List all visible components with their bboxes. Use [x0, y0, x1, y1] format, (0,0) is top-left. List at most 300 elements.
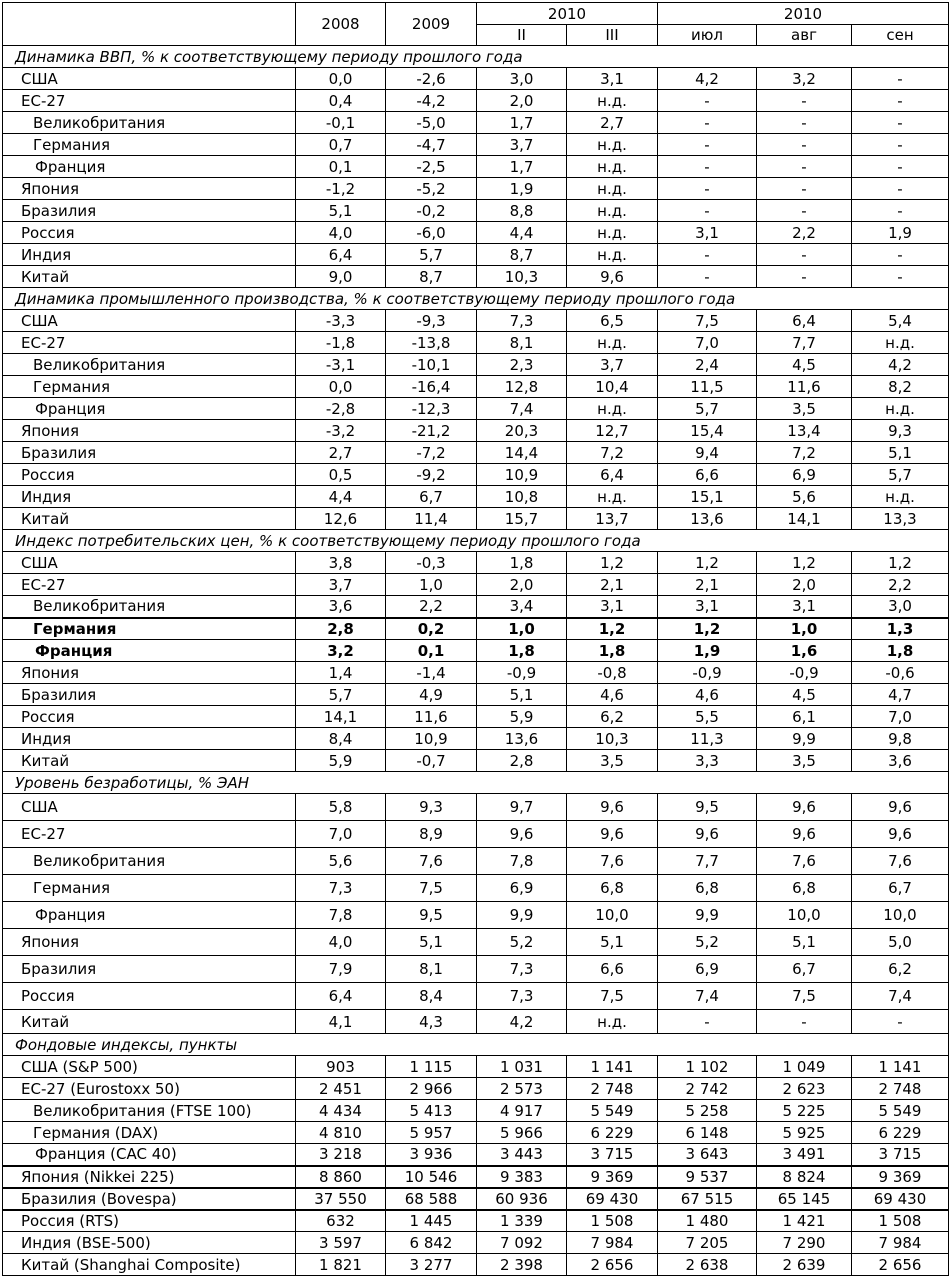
- row-label: Германия (DAX): [3, 1122, 296, 1144]
- value-cell: -12,3: [386, 398, 477, 420]
- value-cell: 2,3: [477, 354, 567, 376]
- value-cell: 11,6: [386, 706, 477, 728]
- value-cell: н.д.: [567, 178, 658, 200]
- value-cell: 7,8: [296, 902, 386, 929]
- value-cell: 9,4: [658, 442, 757, 464]
- value-cell: 4,5: [757, 684, 852, 706]
- value-cell: -13,8: [386, 332, 477, 354]
- value-cell: 10,8: [477, 486, 567, 508]
- value-cell: 7,3: [477, 310, 567, 332]
- value-cell: 6 842: [386, 1232, 477, 1254]
- value-cell: 5,1: [852, 442, 949, 464]
- value-cell: н.д.: [567, 90, 658, 112]
- value-cell: 3,6: [296, 596, 386, 618]
- value-cell: 9,6: [852, 821, 949, 848]
- value-cell: 1,2: [658, 552, 757, 574]
- value-cell: 1 141: [852, 1056, 949, 1078]
- value-cell: 6,5: [567, 310, 658, 332]
- value-cell: -: [757, 178, 852, 200]
- value-cell: 3,0: [852, 596, 949, 618]
- value-cell: -9,2: [386, 464, 477, 486]
- value-cell: 4 917: [477, 1100, 567, 1122]
- row-label: Германия: [3, 618, 296, 640]
- value-cell: 1 115: [386, 1056, 477, 1078]
- value-cell: 3,7: [567, 354, 658, 376]
- value-cell: н.д.: [567, 244, 658, 266]
- value-cell: н.д.: [567, 156, 658, 178]
- header-q3: III: [567, 25, 658, 46]
- value-cell: 3,1: [658, 596, 757, 618]
- value-cell: 5,4: [852, 310, 949, 332]
- value-cell: н.д.: [567, 332, 658, 354]
- value-cell: 11,5: [658, 376, 757, 398]
- value-cell: 9,7: [477, 794, 567, 821]
- value-cell: 4,2: [658, 68, 757, 90]
- value-cell: 5,7: [658, 398, 757, 420]
- row-label: Франция: [3, 640, 296, 662]
- value-cell: 67 515: [658, 1188, 757, 1210]
- value-cell: 3 715: [567, 1144, 658, 1166]
- value-cell: 2,7: [296, 442, 386, 464]
- value-cell: -3,2: [296, 420, 386, 442]
- value-cell: -: [757, 200, 852, 222]
- table-row: [3, 574, 949, 596]
- value-cell: 7,6: [386, 848, 477, 875]
- value-cell: 3,2: [296, 640, 386, 662]
- table-row: [3, 875, 949, 902]
- value-cell: -7,2: [386, 442, 477, 464]
- value-cell: 12,7: [567, 420, 658, 442]
- value-cell: 2 966: [386, 1078, 477, 1100]
- value-cell: 6,2: [567, 706, 658, 728]
- value-cell: 2 748: [567, 1078, 658, 1100]
- value-cell: -21,2: [386, 420, 477, 442]
- table-row: [3, 1122, 949, 1144]
- value-cell: -: [658, 244, 757, 266]
- value-cell: 15,1: [658, 486, 757, 508]
- value-cell: -1,8: [296, 332, 386, 354]
- value-cell: 2 656: [852, 1254, 949, 1276]
- table-row: [3, 1210, 949, 1232]
- table-row: [3, 420, 949, 442]
- macro-indicators-table: [2, 2, 949, 1276]
- value-cell: 7,0: [852, 706, 949, 728]
- row-label: Япония: [3, 929, 296, 956]
- value-cell: -4,2: [386, 90, 477, 112]
- table-row: [3, 376, 949, 398]
- row-label: Индия (BSE-500): [3, 1232, 296, 1254]
- row-label: Россия: [3, 464, 296, 486]
- value-cell: 9,9: [757, 728, 852, 750]
- value-cell: 20,3: [477, 420, 567, 442]
- value-cell: 4 810: [296, 1122, 386, 1144]
- value-cell: 3,3: [658, 750, 757, 772]
- value-cell: 0,4: [296, 90, 386, 112]
- value-cell: 9,6: [567, 266, 658, 288]
- value-cell: 10,0: [852, 902, 949, 929]
- value-cell: 5,1: [477, 684, 567, 706]
- value-cell: 5,9: [296, 750, 386, 772]
- value-cell: 6,4: [567, 464, 658, 486]
- row-label: Великобритания: [3, 112, 296, 134]
- value-cell: 6,6: [658, 464, 757, 486]
- table-row: [3, 1056, 949, 1078]
- header-aug: авг: [757, 25, 852, 46]
- value-cell: 8 824: [757, 1166, 852, 1188]
- value-cell: -: [757, 112, 852, 134]
- value-cell: 7,4: [477, 398, 567, 420]
- value-cell: 69 430: [852, 1188, 949, 1210]
- value-cell: -3,1: [296, 354, 386, 376]
- value-cell: 7 205: [658, 1232, 757, 1254]
- value-cell: 6,9: [477, 875, 567, 902]
- value-cell: 3,4: [477, 596, 567, 618]
- row-label: ЕС-27 (Eurostoxx 50): [3, 1078, 296, 1100]
- value-cell: 7,2: [567, 442, 658, 464]
- value-cell: 5 549: [852, 1100, 949, 1122]
- value-cell: 65 145: [757, 1188, 852, 1210]
- value-cell: 1,3: [852, 618, 949, 640]
- table-row: [3, 332, 949, 354]
- value-cell: 9,6: [852, 794, 949, 821]
- value-cell: 3 936: [386, 1144, 477, 1166]
- value-cell: 13,6: [477, 728, 567, 750]
- table-row: [3, 200, 949, 222]
- value-cell: 5,9: [477, 706, 567, 728]
- value-cell: 2 656: [567, 1254, 658, 1276]
- value-cell: 7 092: [477, 1232, 567, 1254]
- value-cell: 4,5: [757, 354, 852, 376]
- value-cell: н.д.: [567, 222, 658, 244]
- value-cell: 2 398: [477, 1254, 567, 1276]
- value-cell: 3,2: [757, 68, 852, 90]
- value-cell: 9,5: [386, 902, 477, 929]
- value-cell: 3 643: [658, 1144, 757, 1166]
- value-cell: 1 421: [757, 1210, 852, 1232]
- table-row: [3, 1232, 949, 1254]
- value-cell: -: [658, 156, 757, 178]
- value-cell: 1,8: [477, 640, 567, 662]
- row-label: Индия: [3, 728, 296, 750]
- value-cell: 9 383: [477, 1166, 567, 1188]
- table-row: [3, 983, 949, 1010]
- value-cell: 3 443: [477, 1144, 567, 1166]
- table-row: [3, 750, 949, 772]
- value-cell: 6,4: [757, 310, 852, 332]
- row-label: Германия: [3, 875, 296, 902]
- value-cell: 2 748: [852, 1078, 949, 1100]
- value-cell: 2,0: [757, 574, 852, 596]
- header-year-2010-quarters: 2010: [477, 3, 658, 25]
- value-cell: 3,1: [757, 596, 852, 618]
- value-cell: 0,7: [296, 134, 386, 156]
- row-label: Япония: [3, 178, 296, 200]
- table-row: [3, 956, 949, 983]
- value-cell: 68 588: [386, 1188, 477, 1210]
- header-year-2009: 2009: [386, 3, 477, 46]
- value-cell: 12,6: [296, 508, 386, 530]
- value-cell: 0,2: [386, 618, 477, 640]
- value-cell: 1,0: [477, 618, 567, 640]
- value-cell: 9,6: [567, 794, 658, 821]
- value-cell: 0,5: [296, 464, 386, 486]
- value-cell: -: [852, 156, 949, 178]
- value-cell: -: [757, 266, 852, 288]
- value-cell: 3,0: [477, 68, 567, 90]
- value-cell: н.д.: [567, 486, 658, 508]
- table-row: [3, 134, 949, 156]
- value-cell: 3,7: [296, 574, 386, 596]
- value-cell: 3 597: [296, 1232, 386, 1254]
- value-cell: 9,6: [658, 821, 757, 848]
- value-cell: 1,8: [567, 640, 658, 662]
- table-row: [3, 222, 949, 244]
- value-cell: -5,0: [386, 112, 477, 134]
- value-cell: -6,0: [386, 222, 477, 244]
- value-cell: 9,9: [658, 902, 757, 929]
- value-cell: -10,1: [386, 354, 477, 376]
- table-row: [3, 90, 949, 112]
- table-row: [3, 486, 949, 508]
- table-row: [3, 266, 949, 288]
- value-cell: 9,5: [658, 794, 757, 821]
- value-cell: 6,8: [567, 875, 658, 902]
- row-label: Германия: [3, 134, 296, 156]
- value-cell: 7,3: [477, 983, 567, 1010]
- value-cell: 4,1: [296, 1010, 386, 1034]
- value-cell: 2,2: [386, 596, 477, 618]
- section-header-row: [3, 772, 949, 794]
- value-cell: -: [658, 1010, 757, 1034]
- value-cell: 4,6: [658, 684, 757, 706]
- value-cell: 12,8: [477, 376, 567, 398]
- value-cell: 3,5: [567, 750, 658, 772]
- value-cell: 7,0: [658, 332, 757, 354]
- value-cell: 10,3: [477, 266, 567, 288]
- value-cell: 15,4: [658, 420, 757, 442]
- row-label: Россия (RTS): [3, 1210, 296, 1232]
- value-cell: н.д.: [852, 486, 949, 508]
- value-cell: 15,7: [477, 508, 567, 530]
- value-cell: -: [852, 1010, 949, 1034]
- value-cell: 11,3: [658, 728, 757, 750]
- value-cell: 2,7: [567, 112, 658, 134]
- value-cell: 10,9: [386, 728, 477, 750]
- value-cell: 3 218: [296, 1144, 386, 1166]
- table-row: [3, 552, 949, 574]
- table-row: [3, 794, 949, 821]
- value-cell: -: [757, 1010, 852, 1034]
- value-cell: н.д.: [567, 1010, 658, 1034]
- value-cell: 6,8: [658, 875, 757, 902]
- value-cell: -0,1: [296, 112, 386, 134]
- value-cell: 13,3: [852, 508, 949, 530]
- value-cell: -: [757, 244, 852, 266]
- row-label: Бразилия: [3, 200, 296, 222]
- table-row: [3, 684, 949, 706]
- value-cell: -5,2: [386, 178, 477, 200]
- value-cell: 3 277: [386, 1254, 477, 1276]
- value-cell: 6,4: [296, 244, 386, 266]
- value-cell: 7,0: [296, 821, 386, 848]
- value-cell: 5,7: [852, 464, 949, 486]
- value-cell: 7,3: [477, 956, 567, 983]
- row-label: Франция: [3, 398, 296, 420]
- value-cell: 5,0: [852, 929, 949, 956]
- value-cell: 11,6: [757, 376, 852, 398]
- value-cell: 5 966: [477, 1122, 567, 1144]
- value-cell: 11,4: [386, 508, 477, 530]
- value-cell: 5,2: [658, 929, 757, 956]
- value-cell: 6,4: [296, 983, 386, 1010]
- value-cell: 1,2: [567, 618, 658, 640]
- value-cell: 2 451: [296, 1078, 386, 1100]
- value-cell: 8,1: [477, 332, 567, 354]
- value-cell: -0,6: [852, 662, 949, 684]
- value-cell: 1 339: [477, 1210, 567, 1232]
- value-cell: -2,6: [386, 68, 477, 90]
- value-cell: 5 413: [386, 1100, 477, 1122]
- value-cell: 903: [296, 1056, 386, 1078]
- row-label: Индия: [3, 244, 296, 266]
- value-cell: 14,1: [296, 706, 386, 728]
- value-cell: 5,7: [296, 684, 386, 706]
- value-cell: -: [658, 112, 757, 134]
- row-label: Китай (Shanghai Composite): [3, 1254, 296, 1276]
- table-row: [3, 398, 949, 420]
- value-cell: 9,9: [477, 902, 567, 929]
- value-cell: 7,6: [757, 848, 852, 875]
- value-cell: -16,4: [386, 376, 477, 398]
- value-cell: 6,7: [757, 956, 852, 983]
- value-cell: 1 049: [757, 1056, 852, 1078]
- value-cell: 3,5: [757, 750, 852, 772]
- value-cell: 5,6: [757, 486, 852, 508]
- value-cell: -: [658, 90, 757, 112]
- value-cell: 7,6: [852, 848, 949, 875]
- value-cell: 9,0: [296, 266, 386, 288]
- value-cell: 1,7: [477, 112, 567, 134]
- value-cell: -0,9: [477, 662, 567, 684]
- table-row: [3, 662, 949, 684]
- table-row: [3, 310, 949, 332]
- value-cell: -: [757, 134, 852, 156]
- value-cell: 1,2: [658, 618, 757, 640]
- value-cell: -: [658, 266, 757, 288]
- value-cell: 8,2: [852, 376, 949, 398]
- value-cell: 2 742: [658, 1078, 757, 1100]
- value-cell: н.д.: [852, 332, 949, 354]
- row-label: Бразилия (Bovespa): [3, 1188, 296, 1210]
- value-cell: 2,1: [658, 574, 757, 596]
- value-cell: -1,2: [296, 178, 386, 200]
- value-cell: 5 957: [386, 1122, 477, 1144]
- value-cell: 7 984: [852, 1232, 949, 1254]
- value-cell: 7,5: [386, 875, 477, 902]
- value-cell: 1,6: [757, 640, 852, 662]
- value-cell: 8,4: [386, 983, 477, 1010]
- value-cell: 7,4: [852, 983, 949, 1010]
- header-year-2010-months: 2010: [658, 3, 949, 25]
- value-cell: -: [852, 112, 949, 134]
- value-cell: -3,3: [296, 310, 386, 332]
- section-header-row: [3, 46, 949, 68]
- value-cell: 5,5: [658, 706, 757, 728]
- table-body: [3, 46, 949, 1276]
- value-cell: 4,4: [296, 486, 386, 508]
- row-label: ЕС-27: [3, 574, 296, 596]
- value-cell: 632: [296, 1210, 386, 1232]
- row-label: ЕС-27: [3, 90, 296, 112]
- value-cell: 8,9: [386, 821, 477, 848]
- value-cell: -: [852, 244, 949, 266]
- value-cell: -0,7: [386, 750, 477, 772]
- table-row: [3, 902, 949, 929]
- section-title: Фондовые индексы, пункты: [3, 1034, 949, 1056]
- value-cell: 1,8: [852, 640, 949, 662]
- table-row: [3, 354, 949, 376]
- table-row: [3, 156, 949, 178]
- value-cell: -: [852, 90, 949, 112]
- value-cell: 3 715: [852, 1144, 949, 1166]
- header-q2: II: [477, 25, 567, 46]
- value-cell: н.д.: [567, 134, 658, 156]
- value-cell: 3,6: [852, 750, 949, 772]
- section-title: Индекс потребительских цен, % к соответствующему периоду прошлого года: [3, 530, 949, 552]
- value-cell: 5,7: [386, 244, 477, 266]
- value-cell: 3,5: [757, 398, 852, 420]
- row-label: Бразилия: [3, 442, 296, 464]
- value-cell: 1 508: [567, 1210, 658, 1232]
- row-label: Франция: [3, 902, 296, 929]
- value-cell: 5 549: [567, 1100, 658, 1122]
- value-cell: -1,4: [386, 662, 477, 684]
- value-cell: -0,3: [386, 552, 477, 574]
- table-row: [3, 1100, 949, 1122]
- table-row: [3, 1144, 949, 1166]
- value-cell: 8,1: [386, 956, 477, 983]
- value-cell: 1,0: [386, 574, 477, 596]
- value-cell: 1,2: [852, 552, 949, 574]
- row-label: Великобритания: [3, 354, 296, 376]
- value-cell: 4,2: [477, 1010, 567, 1034]
- table-row: [3, 821, 949, 848]
- value-cell: 5,1: [296, 200, 386, 222]
- value-cell: 1,9: [658, 640, 757, 662]
- value-cell: 2,8: [296, 618, 386, 640]
- section-header-row: [3, 1034, 949, 1056]
- row-label: Германия: [3, 376, 296, 398]
- value-cell: 2,2: [852, 574, 949, 596]
- value-cell: 3,1: [567, 596, 658, 618]
- value-cell: 1,7: [477, 156, 567, 178]
- row-label: Франция: [3, 156, 296, 178]
- value-cell: 3 491: [757, 1144, 852, 1166]
- section-title: Уровень безработицы, % ЭАН: [3, 772, 949, 794]
- value-cell: 1 031: [477, 1056, 567, 1078]
- header-year-2008: 2008: [296, 3, 386, 46]
- value-cell: 10,0: [757, 902, 852, 929]
- row-label: США: [3, 794, 296, 821]
- value-cell: н.д.: [567, 398, 658, 420]
- value-cell: 9,3: [386, 794, 477, 821]
- value-cell: 7 984: [567, 1232, 658, 1254]
- value-cell: -0,8: [567, 662, 658, 684]
- header-empty-cell: [3, 3, 296, 46]
- value-cell: 5 258: [658, 1100, 757, 1122]
- table-row: [3, 1166, 949, 1188]
- row-label: США: [3, 552, 296, 574]
